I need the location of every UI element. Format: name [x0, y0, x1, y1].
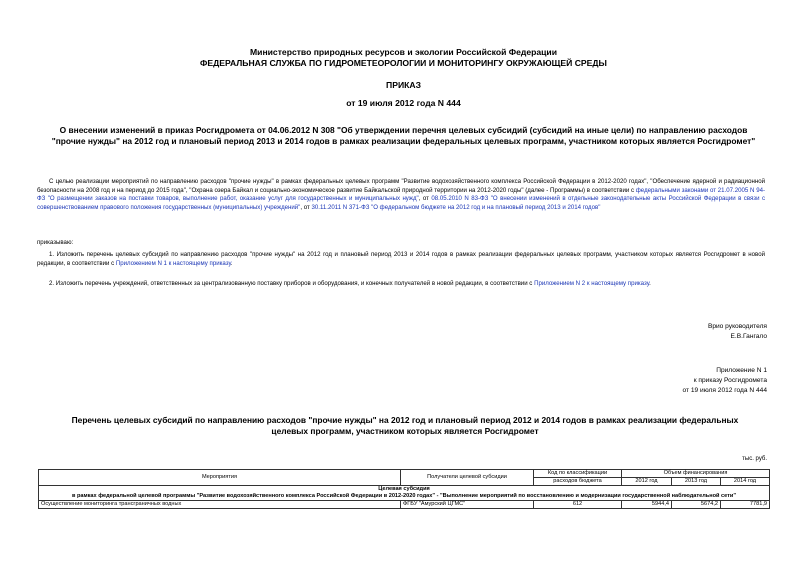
appendix-date: от 19 июля 2012 года N 444 [682, 387, 767, 394]
signature-name: Е.В.Гангало [730, 333, 767, 340]
appendix-reference: к приказу Росгидромета [693, 377, 767, 384]
preamble-text-2: , от [418, 195, 432, 203]
item-1-end: . [230, 259, 233, 267]
order-item-2 [37, 280, 765, 289]
law-371fz-link[interactable]: 30.11.2011 N 371-ФЗ "О федеральном бюджете на 2012 год и на плановый период 2013 и 2014 годов" [311, 203, 601, 211]
document-date-number: от 19 июля 2012 года N 444 [346, 98, 461, 108]
row-2014: 7781,9 [721, 501, 770, 509]
ministry-name: Министерство природных ресурсов и экологии Российской Федерации [250, 47, 557, 57]
row-code: 612 [534, 501, 622, 509]
header-funding: Объем финансирования [622, 470, 770, 478]
header-2014: 2014 год [721, 478, 770, 486]
item-2-text: 2. Изложить перечень учреждений, ответственных за централизованную поставку приборов и оборудования, и конечных получателей в новой редакции, в соответствии с [49, 280, 535, 287]
law-94fz-link[interactable]: федеральными законами от 21.07.2005 N 94-ФЗ "О размещении заказов на поставки товаров, выполнение работ, оказание услуг для государственных и муниципальных нужд" [37, 186, 765, 203]
row-recipient: ФГБУ "Амурский ЦГМС" [401, 501, 534, 509]
row-2013: 5674,2 [672, 501, 721, 509]
header-2012: 2012 год [622, 478, 672, 486]
appendix-label: Приложение N 1 [716, 367, 767, 374]
item-1-text: 1. Изложить перечень целевых субсидий по направлению расходов "прочие нужды" на 2012 год и плановый период 2013 и 2014 годов в рамках реализации федеральных целевых программ, участником которых является Росгидромет в новой редакции, в соответствии с [37, 251, 765, 267]
unit-label: тыс. руб. [742, 456, 767, 462]
row-activity: Осуществление мониторинга трансграничных водных [39, 501, 401, 509]
law-83fz-link[interactable]: 08.05.2010 N 83-ФЗ "О внесении изменений в отдельные законодательные акты Российской Федерации в связи с совершенствованием правового положения государственных (муниципальных) учреждений" [37, 195, 766, 211]
subsidies-table [38, 469, 770, 509]
section-cell [39, 486, 770, 501]
header-code: Код по классификации [534, 470, 622, 478]
preamble-paragraph [37, 178, 765, 212]
service-name: ФЕДЕРАЛЬНАЯ СЛУЖБА ПО ГИДРОМЕТЕОРОЛОГИИ И МОНИТОРИНГУ ОКРУЖАЮЩЕЙ СРЕДЫ [200, 58, 607, 68]
section-text: в рамках федеральной целевой программы "Развитие водохозяйственного комплекса Российской Федерации в 2012-2020 годах" - "Выполнение мероприятий по восстановлению и модернизации государственной наблюдательной сети" [71, 493, 737, 499]
table-section-row [39, 486, 770, 501]
row-2012: 5944,4 [622, 501, 672, 509]
appendix-2-link[interactable]: Приложением N 2 к настоящему приказу [534, 280, 650, 287]
header-activity: Мероприятия [39, 470, 401, 486]
document-title: О внесении изменений в приказ Росгидромета от 04.06.2012 N 308 "Об утверждении перечня целевых субсидий (субсидий на иные цели) по направлению расходов "прочие нужды" на 2012 год и плановый период 2013 и 2014 годов в рамках реализации федеральных целевых программ, участником которых является Росгидромет" [51, 125, 756, 146]
header-2013: 2013 год [672, 478, 721, 486]
order-word: приказываю: [37, 239, 74, 246]
section-title: Целевая субсидия [378, 486, 430, 492]
signature-position: Врио руководителя [707, 323, 767, 330]
header-code-2: расходов бюджета [534, 478, 622, 486]
item-2-end: . [649, 280, 651, 287]
table-header-row [39, 470, 770, 478]
appendix-title: Перечень целевых субсидий по направлению расходов "прочие нужды" на 2012 год и плановый период 2012 и 2014 годов в рамках реализации федеральных целевых программ, участником которых является Росгидромет [71, 415, 739, 436]
preamble-text-1: С целью реализации мероприятий по направлению расходов "прочие нужды" в рамках федеральных целевых программ "Развитие водохозяйственного комплекса Российской Федерации в 2012-2020 годах", "Обеспечение ядерной и радиационной безопасности на 2008 год и на период до 2015 года", "Охрана озера Байкал и социально-экономическое развитие Байкальской природной территории на 2012-2020 годы" (далее - Программы) в соответствии с [37, 178, 765, 194]
document-type: ПРИКАЗ [386, 80, 421, 90]
order-item-1 [37, 251, 765, 268]
header-recipients: Получатели целевой субсидии [401, 470, 534, 486]
preamble-text-3: , от [300, 203, 312, 211]
table-row [39, 501, 770, 509]
appendix-1-link[interactable]: Приложением N 1 к настоящему приказу [115, 259, 231, 267]
